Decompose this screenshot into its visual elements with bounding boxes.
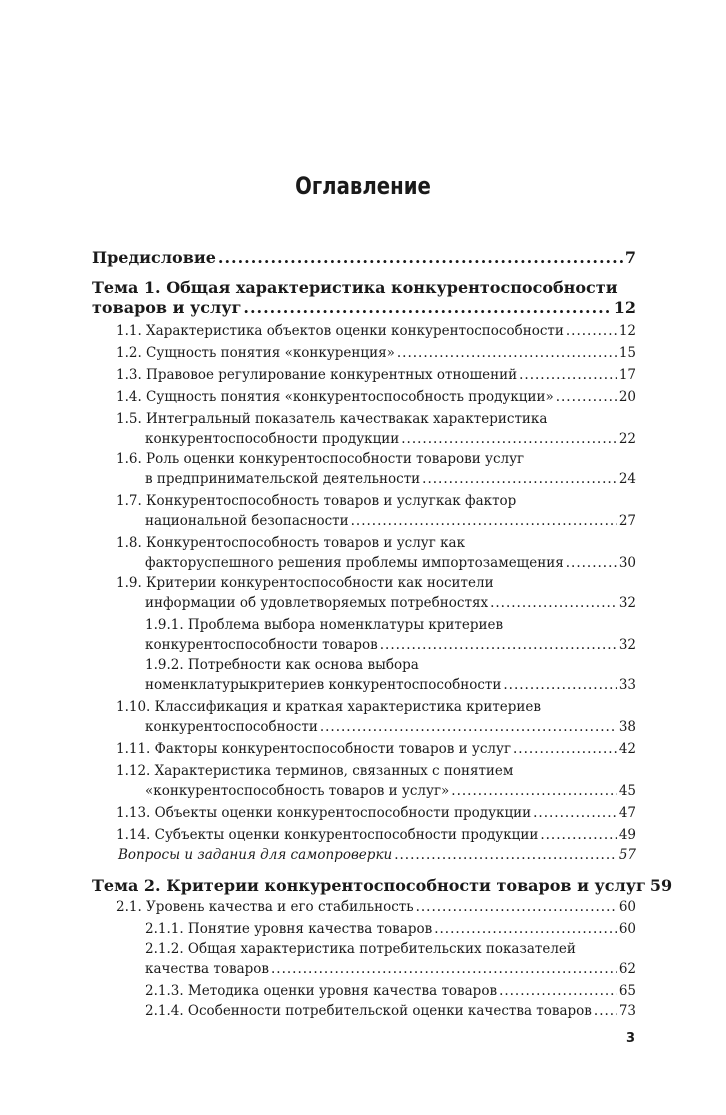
toc-entry-title: 1.5. Интегральный показатель качествакак характеристика: [116, 411, 548, 427]
toc-entry-line: [145, 939, 636, 959]
page-number: 3: [625, 1031, 635, 1046]
toc-entry: [145, 959, 636, 979]
toc-entry-title: конкурентоспособности: [145, 719, 318, 735]
toc-entry-title: номенклатурыкритериев конкурентоспособности: [145, 677, 502, 693]
toc-entry-page: 42: [618, 741, 636, 757]
toc-entry: [116, 387, 636, 407]
toc-entry-page: 12: [618, 323, 636, 339]
toc-entry-title: 2.1.4. Особенности потребительской оценки качества товаров: [145, 1003, 592, 1019]
toc-entry-title: товаров и услуг: [92, 298, 242, 317]
dot-leader: [416, 897, 617, 917]
toc-entry-title: конкурентоспособности товаров: [145, 637, 378, 653]
toc-entry-line: [116, 697, 636, 717]
dot-leader: [451, 781, 617, 801]
toc-entry: [145, 1001, 636, 1021]
dot-leader: [594, 1001, 617, 1021]
toc-entry: [116, 803, 636, 823]
toc-entry-title: Тема 1. Общая характеристика конкурентоспособности: [92, 278, 618, 297]
toc-entry-page: 60: [618, 921, 636, 937]
toc-entry-page: 15: [618, 345, 636, 361]
toc-entry-title: 1.9. Критерии конкурентоспособности как носители: [116, 575, 494, 591]
toc-entry-page: 60: [618, 899, 636, 915]
toc-entry-page: 45: [618, 783, 636, 799]
toc-entry: [145, 469, 636, 489]
dot-leader: [320, 717, 617, 737]
dot-leader: [380, 635, 617, 655]
toc-entry-title: Тема 2. Критерии конкурентоспособности товаров и услуг: [92, 876, 646, 895]
toc-entry-title: 1.4. Сущность понятия «конкурентоспособность продукции»: [116, 389, 554, 405]
toc-entry: [116, 897, 636, 917]
toc-entry-page: 22: [618, 431, 636, 447]
dot-leader: [434, 919, 617, 939]
toc-entry: [116, 343, 636, 363]
toc-entry-page: 12: [613, 298, 636, 317]
toc-entry: [145, 429, 636, 449]
toc-entry-line: [116, 573, 636, 593]
toc-entry: [116, 321, 636, 341]
toc-entry-page: 20: [618, 389, 636, 405]
toc-entry-title: информации об удовлетворяемых потребностях: [145, 595, 489, 611]
toc-entry-title: 1.11. Факторы конкурентоспособности товаров и услуг: [116, 741, 512, 757]
toc-entry-page: 30: [618, 555, 636, 571]
toc-entry-title: 1.9.1. Проблема выбора номенклатуры критериев: [145, 617, 504, 633]
toc-entry-title: конкурентоспособности продукции: [145, 431, 400, 447]
toc-entry-line: [116, 449, 636, 469]
toc-entry-line: [116, 533, 636, 553]
toc-entry-title: Предисловие: [92, 248, 216, 267]
toc-entry: [145, 675, 636, 695]
toc-entry-page: 73: [618, 1003, 636, 1019]
toc-entry-title: 1.10. Классификация и краткая характеристика критериев: [116, 699, 542, 715]
dot-leader: [513, 739, 617, 759]
toc-entry-page: 7: [624, 248, 636, 267]
toc-entry-title: 1.8. Конкурентоспособность товаров и услуг как: [116, 535, 466, 551]
toc-entry-title: 1.3. Правовое регулирование конкурентных отношений: [116, 367, 518, 383]
dot-leader: [271, 959, 617, 979]
dot-leader: [243, 297, 611, 319]
toc-entry-page: 33: [618, 677, 636, 693]
toc-entry-page: 62: [618, 961, 636, 977]
toc-entry-page: 32: [618, 595, 636, 611]
toc-entry-title: в предпринимательской деятельности: [145, 471, 421, 487]
toc-entry: [145, 981, 636, 1001]
dot-leader: [556, 387, 617, 407]
toc-entry-title: национальной безопасности: [145, 513, 349, 529]
toc-entry: [145, 511, 636, 531]
toc-entry-title: 1.13. Объекты оценки конкурентоспособности продукции: [116, 805, 532, 821]
dot-leader: [533, 803, 617, 823]
dot-leader: [401, 429, 617, 449]
toc-entry-page: 27: [618, 513, 636, 529]
page-title: Оглавление: [295, 172, 431, 200]
toc-entry-page: 57: [618, 847, 636, 863]
toc-entry-page: 32: [618, 637, 636, 653]
dot-leader: [351, 511, 617, 531]
dot-leader: [490, 593, 617, 613]
toc-entry-title: 1.7. Конкурентоспособность товаров и услугкак фактор: [116, 493, 517, 509]
toc-entry-page: 65: [618, 983, 636, 999]
toc-entry: [92, 247, 636, 269]
dot-leader: [540, 825, 616, 845]
dot-leader: [566, 321, 617, 341]
toc-entry-line: [145, 655, 636, 675]
toc-entry-line: [116, 491, 636, 511]
toc-entry: [145, 781, 636, 801]
toc-entry-page: 47: [618, 805, 636, 821]
toc-entry-title: Вопросы и задания для самопроверки: [118, 847, 393, 863]
dot-leader: [394, 845, 617, 865]
toc-entry-title: 2.1.3. Методика оценки уровня качества товаров: [145, 983, 498, 999]
dot-leader: [566, 553, 617, 573]
toc-entry-title: 1.2. Сущность понятия «конкуренция»: [116, 345, 395, 361]
toc-entry: [145, 553, 636, 573]
toc-entry: [145, 593, 636, 613]
toc-entry-title: качества товаров: [145, 961, 269, 977]
toc-entry-line: [92, 277, 636, 299]
toc-entry: [92, 875, 673, 897]
toc-entry-page: 17: [618, 367, 636, 383]
toc-entry-title: 1.1. Характеристика объектов оценки конкурентоспособности: [116, 323, 564, 339]
dot-leader: [519, 365, 617, 385]
toc-entry-page: 24: [618, 471, 636, 487]
dot-leader: [218, 247, 623, 269]
toc-entry-title: 1.6. Роль оценки конкурентоспособности товарови услуг: [116, 451, 525, 467]
toc-entry: [145, 717, 636, 737]
toc-entry-title: «конкурентоспособность товаров и услуг»: [145, 783, 450, 799]
dot-leader: [397, 343, 617, 363]
toc-entry-line: [116, 761, 636, 781]
toc-entry-page: 38: [618, 719, 636, 735]
toc-entry-page: 59: [649, 876, 673, 895]
dot-leader: [499, 981, 617, 1001]
toc-entry-title: 1.9.2. Потребности как основа выбора: [145, 657, 419, 673]
toc-entry-title: факторуспешного решения проблемы импортозамещения: [145, 555, 564, 571]
toc-entry-page: 49: [618, 827, 636, 843]
toc-entry-line: [145, 615, 636, 635]
toc-entry-title: 1.12. Характеристика терминов, связанных с понятием: [116, 763, 514, 779]
toc-entry-title: 1.14. Субъекты оценки конкурентоспособности продукции: [116, 827, 539, 843]
toc-entry: [116, 739, 636, 759]
dot-leader: [503, 675, 616, 695]
toc-entry: [145, 635, 636, 655]
toc-entry-line: [116, 409, 636, 429]
toc-entry: [92, 297, 636, 319]
dot-leader: [422, 469, 617, 489]
toc-entry-title: 2.1.2. Общая характеристика потребительских показателей: [145, 941, 576, 957]
toc-entry: [118, 845, 636, 865]
toc-entry-title: 2.1. Уровень качества и его стабильность: [116, 899, 414, 915]
toc-entry: [116, 825, 636, 845]
toc-entry: [116, 365, 636, 385]
toc-entry: [145, 919, 636, 939]
toc-entry-title: 2.1.1. Понятие уровня качества товаров: [145, 921, 433, 937]
